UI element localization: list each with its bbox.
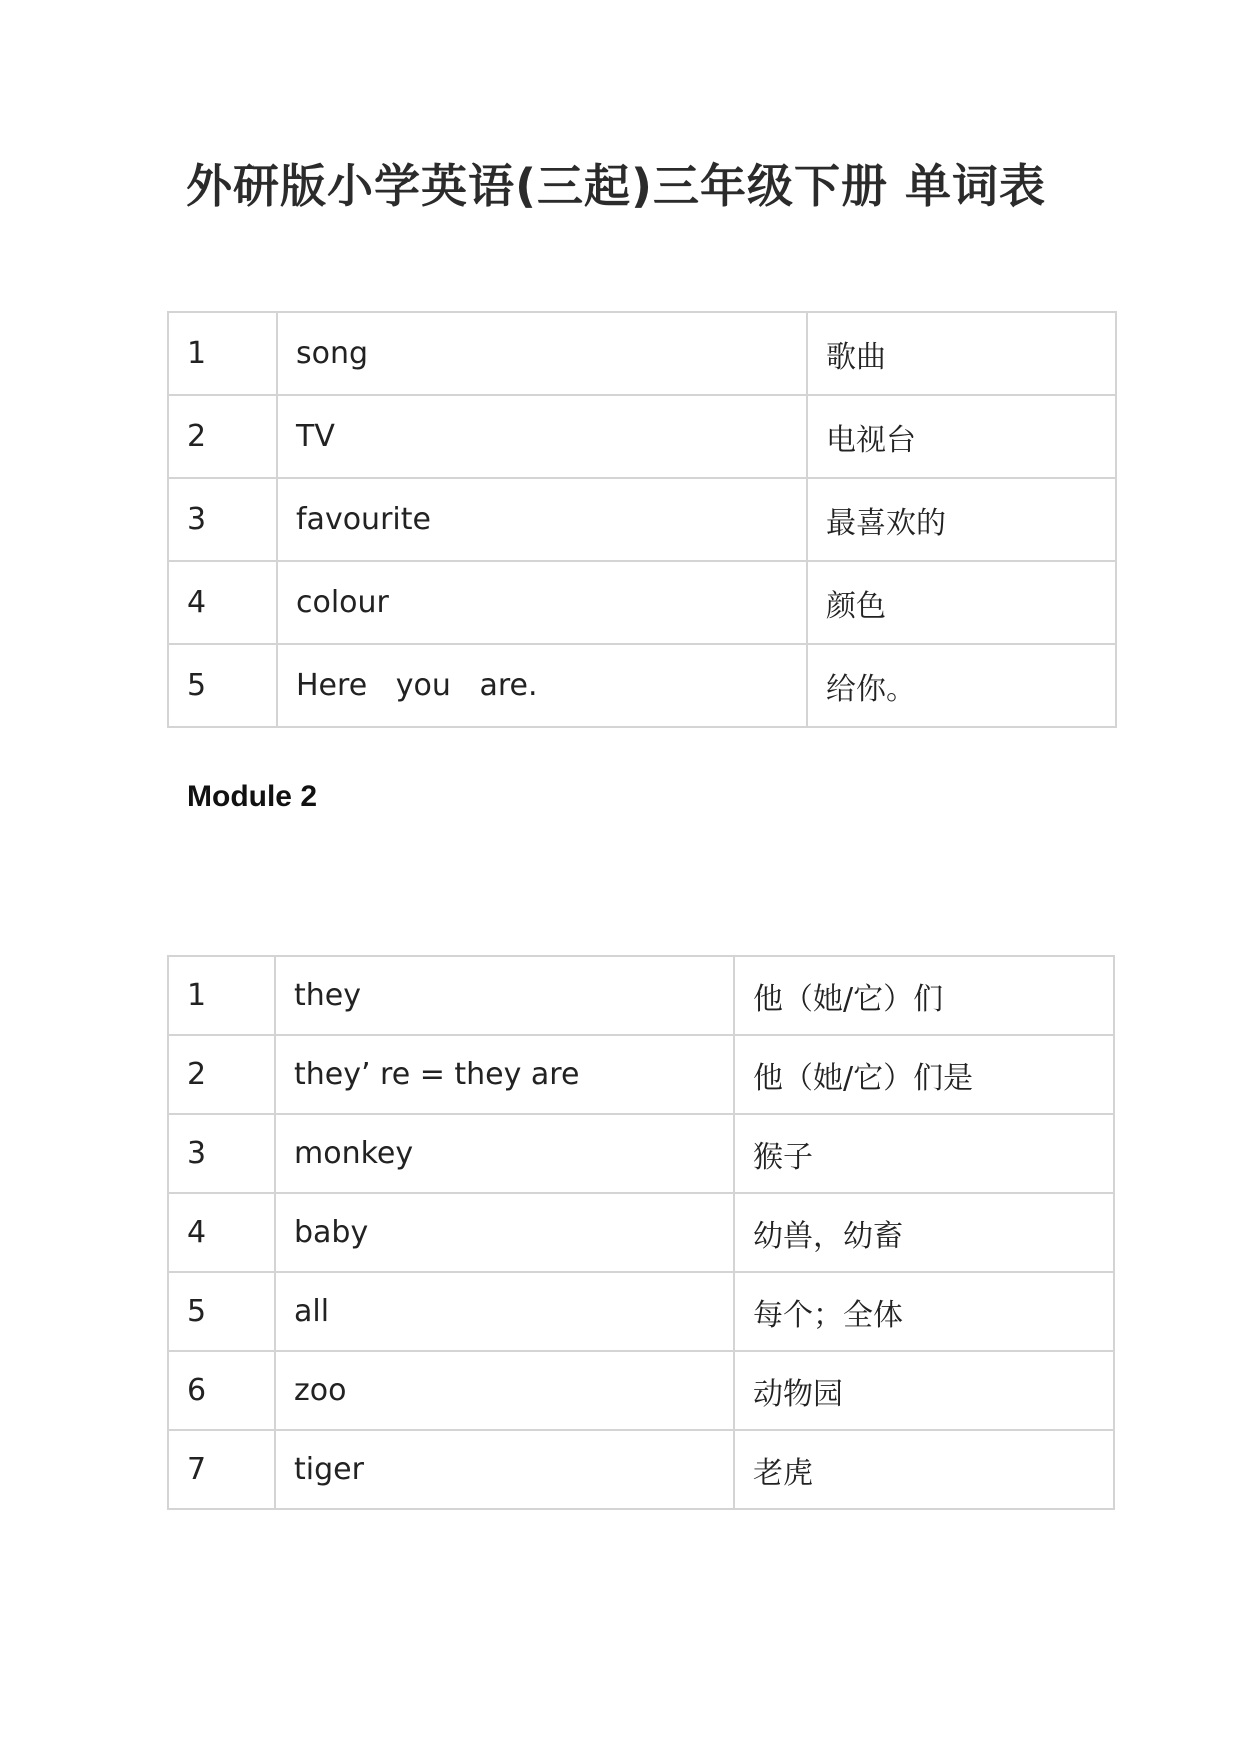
word-number: 1 — [168, 312, 277, 395]
chinese-meaning: 给你。 — [807, 644, 1116, 727]
chinese-meaning: 每个；全体 — [734, 1272, 1114, 1351]
english-word: TV — [277, 395, 807, 478]
english-word: tiger — [275, 1430, 734, 1509]
chinese-meaning: 幼兽，幼畜 — [734, 1193, 1114, 1272]
word-number: 2 — [168, 395, 277, 478]
table-row — [168, 395, 1116, 478]
chinese-meaning: 老虎 — [734, 1430, 1114, 1509]
word-number: 6 — [168, 1351, 275, 1430]
word-number: 7 — [168, 1430, 275, 1509]
word-number: 5 — [168, 1272, 275, 1351]
word-number: 3 — [168, 478, 277, 561]
table-row — [168, 1272, 1114, 1351]
chinese-meaning: 他（她/它）们 — [734, 956, 1114, 1035]
word-number: 5 — [168, 644, 277, 727]
english-word: they — [275, 956, 734, 1035]
table-row — [168, 561, 1116, 644]
table-row — [168, 1114, 1114, 1193]
english-word: zoo — [275, 1351, 734, 1430]
chinese-meaning: 颜色 — [807, 561, 1116, 644]
chinese-meaning: 动物园 — [734, 1351, 1114, 1430]
english-word: favourite — [277, 478, 807, 561]
word-number: 3 — [168, 1114, 275, 1193]
english-word: all — [275, 1272, 734, 1351]
page-title: 外研版小学英语(三起)三年级下册 单词表 — [186, 159, 1047, 213]
chinese-meaning: 电视台 — [807, 395, 1116, 478]
word-number: 1 — [168, 956, 275, 1035]
chinese-meaning: 猴子 — [734, 1114, 1114, 1193]
chinese-meaning: 最喜欢的 — [807, 478, 1116, 561]
vocab-table-module-1 — [167, 311, 1117, 728]
english-word: monkey — [275, 1114, 734, 1193]
table-row — [168, 1035, 1114, 1114]
table-row — [168, 644, 1116, 727]
vocab-table-module-2 — [167, 955, 1115, 1510]
table-row — [168, 1351, 1114, 1430]
table-row — [168, 478, 1116, 561]
module-2-heading: Module 2 — [187, 780, 318, 813]
table-row — [168, 1430, 1114, 1509]
word-number: 4 — [168, 1193, 275, 1272]
table-row — [168, 1193, 1114, 1272]
english-word: they’ re = they are — [275, 1035, 734, 1114]
english-word: song — [277, 312, 807, 395]
chinese-meaning: 歌曲 — [807, 312, 1116, 395]
chinese-meaning: 他（她/它）们是 — [734, 1035, 1114, 1114]
word-number: 4 — [168, 561, 277, 644]
english-word: baby — [275, 1193, 734, 1272]
word-number: 2 — [168, 1035, 275, 1114]
english-word: Here you are. — [277, 644, 807, 727]
table-row — [168, 956, 1114, 1035]
table-row — [168, 312, 1116, 395]
english-word: colour — [277, 561, 807, 644]
